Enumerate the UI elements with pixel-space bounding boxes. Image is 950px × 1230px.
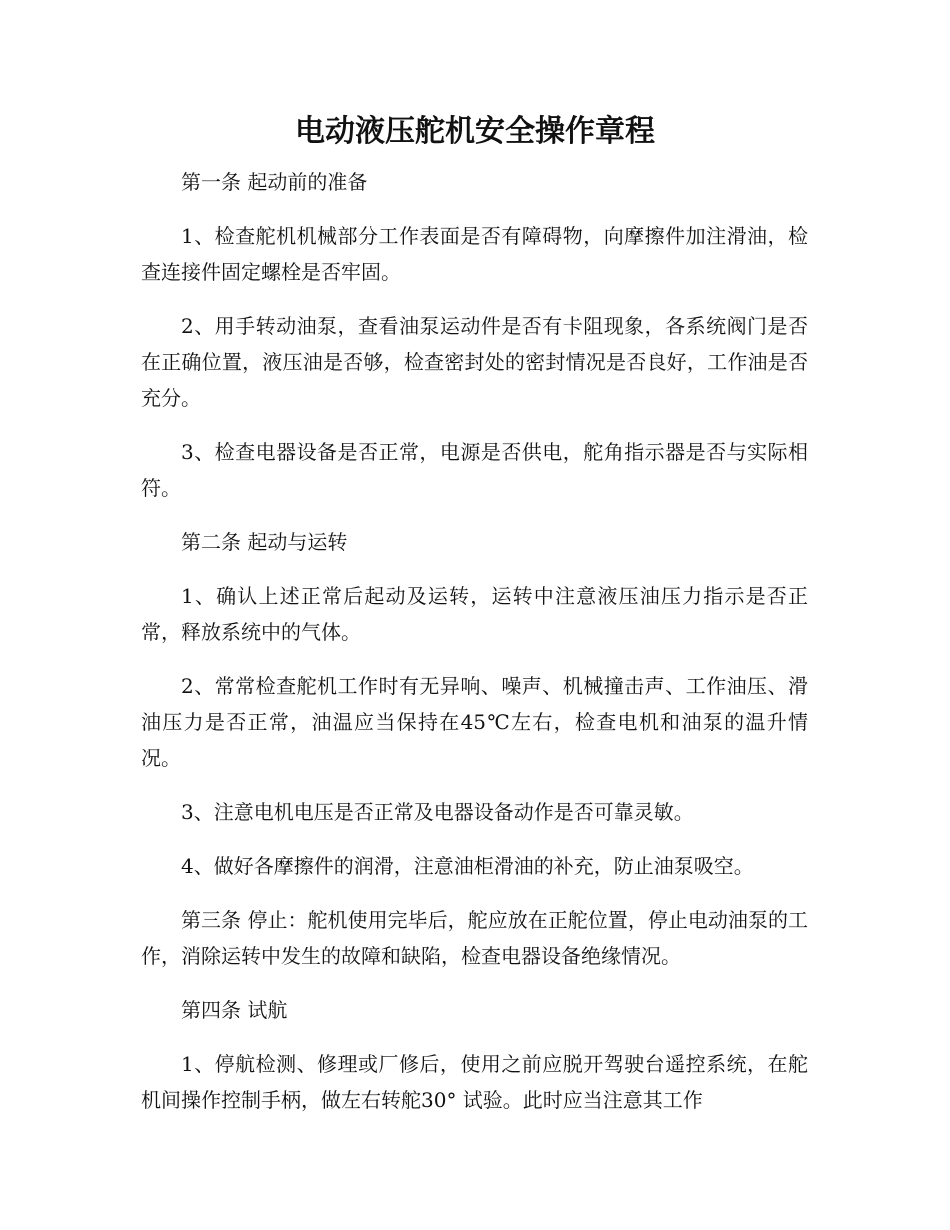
- section-heading-2: 第二条 起动与运转: [181, 530, 348, 554]
- paragraph: 1、停航检测、修理或厂修后，使用之前应脱开驾驶台遥控系统，在舵机间操作控制手柄，做左右转舵30° 试验。此时应当注意其工作: [141, 1052, 808, 1112]
- paragraph: 3、检查电器设备是否正常，电源是否供电，舵角指示器是否与实际相符。: [141, 440, 808, 500]
- section-heading-1: 第一条 起动前的准备: [181, 170, 368, 194]
- paragraph: 2、用手转动油泵，查看油泵运动件是否有卡阻现象，各系统阀门是否在正确位置，液压油是否够，检查密封处的密封情况是否良好，工作油是否充分。: [141, 314, 808, 410]
- paragraph: 3、注意电机电压是否正常及电器设备动作是否可靠灵敏。: [181, 800, 694, 824]
- document-title: 电动液压舵机安全操作章程: [295, 114, 655, 149]
- paragraph: 2、常常检查舵机工作时有无异响、噪声、机械撞击声、工作油压、滑油压力是否正常，油温应当保持在45℃左右，检查电机和油泵的温升情况。: [141, 674, 808, 770]
- paragraph: 1、确认上述正常后起动及运转，运转中注意液压油压力指示是否正常，释放系统中的气体。: [141, 584, 808, 644]
- paragraph: 4、做好各摩擦件的润滑，注意油柜滑油的补充，防止油泵吸空。: [181, 854, 754, 878]
- section-heading-4: 第四条 试航: [181, 998, 288, 1022]
- paragraph: 1、检查舵机机械部分工作表面是否有障碍物，向摩擦件加注滑油，检查连接件固定螺栓是否牢固。: [141, 224, 808, 284]
- section-paragraph-3: 第三条 停止：舵机使用完毕后，舵应放在正舵位置，停止电动油泵的工作，消除运转中发生的故障和缺陷，检查电器设备绝缘情况。: [141, 908, 808, 968]
